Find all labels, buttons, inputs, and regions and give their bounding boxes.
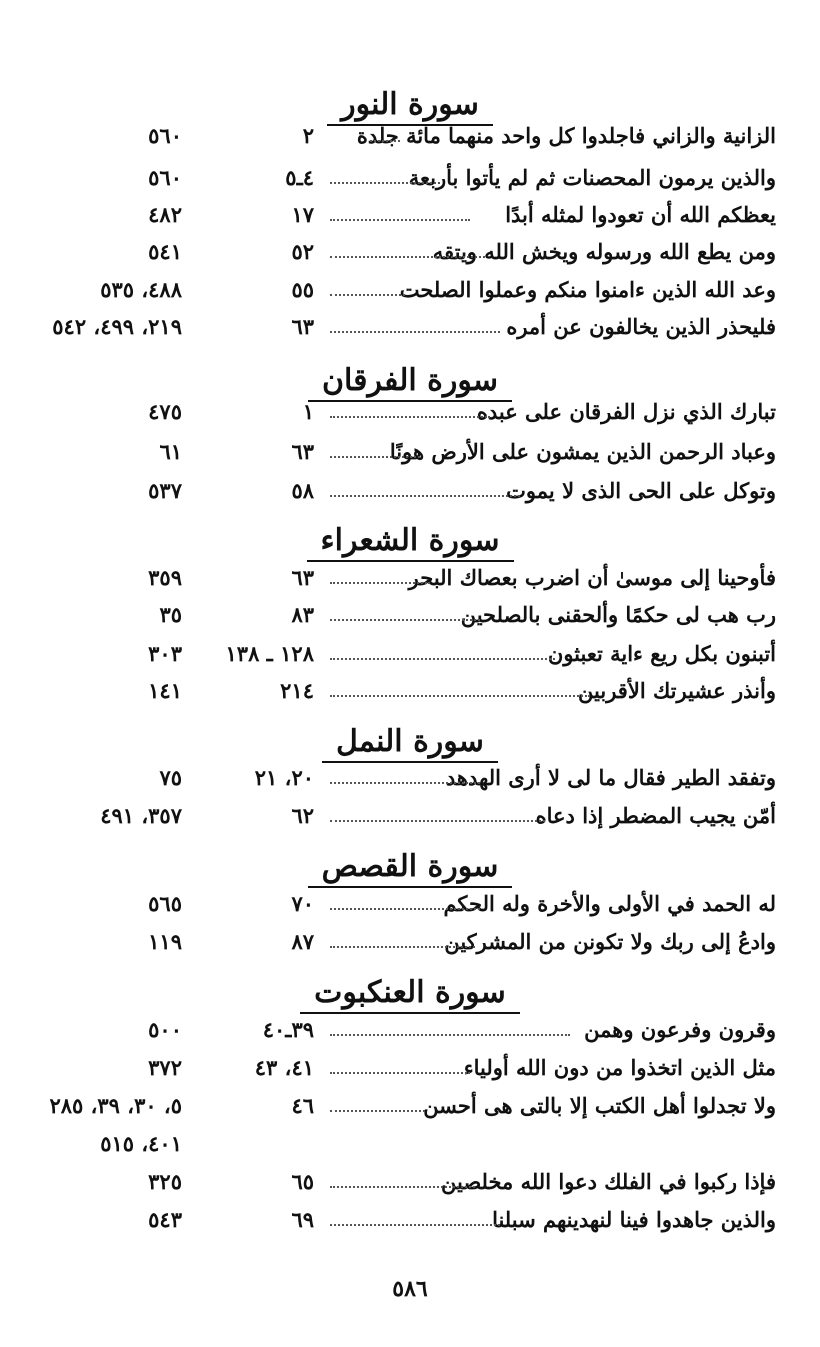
page-references: ٥٦٠	[148, 123, 182, 148]
verse-text: والذين يرمون المحصنات ثم لم يأتوا بأربعة	[408, 165, 776, 190]
page-references: ٢١٩، ٤٩٩، ٥٤٢	[52, 314, 182, 339]
page-references: ٥٠٠	[148, 1017, 182, 1042]
leader-dots	[330, 820, 545, 822]
leader-dots	[330, 1224, 500, 1226]
verse-text: وادعُ إلى ربك ولا تكونن من المشركين	[444, 929, 776, 954]
ayah-number: ٦٣	[291, 314, 314, 339]
page-references: ٤٨٨، ٥٣٥	[100, 277, 182, 302]
leader-dots	[330, 908, 480, 910]
verse-text: وتفقد الطير فقال ما لى لا أرى الهدهد	[445, 765, 776, 790]
page-references: ٣٢٥	[148, 1169, 182, 1194]
verse-text: فأوحينا إلى موسىٰ أن اضرب بعصاك البحر	[408, 565, 776, 590]
index-entry	[0, 762, 820, 794]
verse-text: رب هب لى حكمًا وألحقنى بالصلحين	[460, 602, 776, 627]
leader-dots	[330, 294, 405, 296]
ayah-number: ٦٣	[291, 439, 314, 464]
page-references: ٣٠٣	[148, 641, 182, 666]
verse-text: والذين جاهدوا فينا لنهدينهم سبلنا	[492, 1207, 776, 1232]
verse-text: أتبنون بكل ريع ءاية تعبثون	[547, 641, 776, 666]
leader-dots	[330, 1186, 475, 1188]
verse-text: ومن يطع الله ورسوله ويخش الله ويتقه	[432, 239, 776, 264]
ayah-number: ٥٢	[291, 239, 314, 264]
index-entry	[0, 638, 820, 670]
leader-dots	[330, 331, 500, 333]
verse-text: ولا تجدلوا أهل الكتب إلا بالتى هى أحسن	[423, 1093, 776, 1118]
index-entry	[0, 311, 820, 343]
verse-text: له الحمد في الأولى والأخرة وله الحكم	[443, 891, 776, 916]
index-entry	[0, 162, 820, 194]
ayah-number: ٢	[302, 123, 314, 148]
leader-dots	[330, 782, 480, 784]
verse-text: وأنذر عشيرتك الأقربين	[578, 678, 776, 703]
leader-dots	[330, 1072, 470, 1074]
index-entry	[0, 236, 820, 268]
surah-heading-al-qasas: سورة القصص	[0, 852, 820, 888]
ayah-number: ٦٣	[291, 565, 314, 590]
leader-dots	[330, 182, 440, 184]
page-references: ٥٤٣	[148, 1207, 182, 1232]
verse-text: يعظكم الله أن تعودوا لمثله أبدًا	[505, 202, 776, 227]
surah-heading-an-naml: سورة النمل	[0, 727, 820, 763]
ayah-number: ٢١٤	[280, 678, 314, 703]
index-entry	[0, 926, 820, 958]
page-references: ١٤١	[148, 678, 182, 703]
ayah-number: ٦٩	[291, 1207, 314, 1232]
index-entry	[0, 1052, 820, 1084]
page-references: ٦١	[159, 439, 182, 464]
ayah-number: ١٧	[291, 202, 314, 227]
ayah-number: ٢٠، ٢١	[254, 765, 314, 790]
index-entry	[0, 274, 820, 306]
surah-heading-ash-shuara: سورة الشعراء	[0, 526, 820, 562]
index-entry	[0, 675, 820, 707]
leader-dots	[330, 582, 430, 584]
index-entry	[0, 1166, 820, 1198]
leader-dots	[330, 1034, 570, 1036]
verse-text: وعد الله الذين ءامنوا منكم وعملوا الصلحت	[399, 277, 776, 302]
verse-text: وعباد الرحمن الذين يمشون على الأرض هونًا	[389, 439, 776, 464]
index-entry	[0, 1204, 820, 1236]
index-entry	[0, 562, 820, 594]
leader-dots	[330, 219, 470, 221]
page-references: ٣٧٢	[148, 1055, 182, 1080]
ayah-number: ١٢٨ ـ ١٣٨	[225, 641, 314, 666]
verse-text: وقرون وفرعون وهمن	[584, 1017, 776, 1042]
leader-dots	[330, 256, 485, 258]
page-references: ٥٦٠	[148, 165, 182, 190]
page-references: ٣٥٧، ٤٩١	[100, 803, 182, 828]
ayah-number: ٣٩ـ٤٠	[262, 1017, 314, 1042]
index-entry	[0, 1014, 820, 1046]
ayah-number: ٦٢	[291, 803, 314, 828]
page-references: ٥٦٥	[148, 891, 182, 916]
leader-dots	[330, 495, 520, 497]
verse-text: وتوكل على الحى الذى لا يموت	[506, 478, 776, 503]
verse-text: فإذا ركبوا في الفلك دعوا الله مخلصين	[441, 1169, 776, 1194]
verse-text: الزانية والزاني فاجلدوا كل واحد منهما مائة جلدة	[356, 123, 776, 148]
ayah-number: ٨٧	[291, 929, 314, 954]
leader-dots	[370, 140, 400, 142]
page-number: ٥٨٦	[392, 1276, 428, 1302]
verse-text: تبارك الذي نزل الفرقان على عبده	[476, 399, 776, 424]
ayah-number: ٦٥	[291, 1169, 314, 1194]
index-entry	[0, 199, 820, 231]
page-references: ٣٥	[159, 602, 182, 627]
leader-dots	[330, 416, 490, 418]
index-entry	[0, 888, 820, 920]
verse-text: أمّن يجيب المضطر إذا دعاه	[535, 803, 776, 828]
ayah-number: ٥٨	[291, 478, 314, 503]
index-entry	[0, 436, 820, 468]
surah-heading-al-furqan: سورة الفرقان	[0, 366, 820, 402]
leader-dots	[330, 695, 590, 697]
ayah-number: ٤٦	[291, 1093, 314, 1118]
page-references: ٧٥	[159, 765, 182, 790]
page-references: ٥٤١	[148, 239, 182, 264]
page-references: ٣٥٩	[148, 565, 182, 590]
leader-dots	[330, 946, 475, 948]
leader-dots	[330, 456, 420, 458]
index-entry	[0, 599, 820, 631]
page-references: ١١٩	[148, 929, 182, 954]
index-entry-continuation	[0, 1128, 820, 1160]
page-references: ٥٣٧	[148, 478, 182, 503]
ayah-number: ١	[302, 399, 314, 424]
leader-dots	[330, 619, 480, 621]
page-references: ٤٠١، ٥١٥	[100, 1131, 182, 1156]
ayah-number: ٥٥	[291, 277, 314, 302]
index-entry	[0, 120, 820, 152]
surah-heading-al-ankabut: سورة العنكبوت	[0, 978, 820, 1014]
index-entry	[0, 475, 820, 507]
verse-text: مثل الذين اتخذوا من دون الله أولياء	[463, 1055, 776, 1080]
surah-heading-an-nur: سورة النور	[0, 90, 820, 126]
index-entry	[0, 1090, 820, 1122]
page-references: ٤٧٥	[148, 399, 182, 424]
index-entry	[0, 396, 820, 428]
ayah-number: ٤ـ٥	[285, 165, 314, 190]
ayah-number: ٧٠	[291, 891, 314, 916]
page-references: ٤٨٢	[148, 202, 182, 227]
ayah-number: ٤١، ٤٣	[254, 1055, 314, 1080]
ayah-number: ٨٣	[291, 602, 314, 627]
index-entry	[0, 800, 820, 832]
leader-dots	[330, 658, 555, 660]
verse-text: فليحذر الذين يخالفون عن أمره	[506, 314, 776, 339]
page-references: ٥، ٣٠، ٣٩، ٢٨٥	[49, 1093, 182, 1118]
leader-dots	[330, 1110, 425, 1112]
